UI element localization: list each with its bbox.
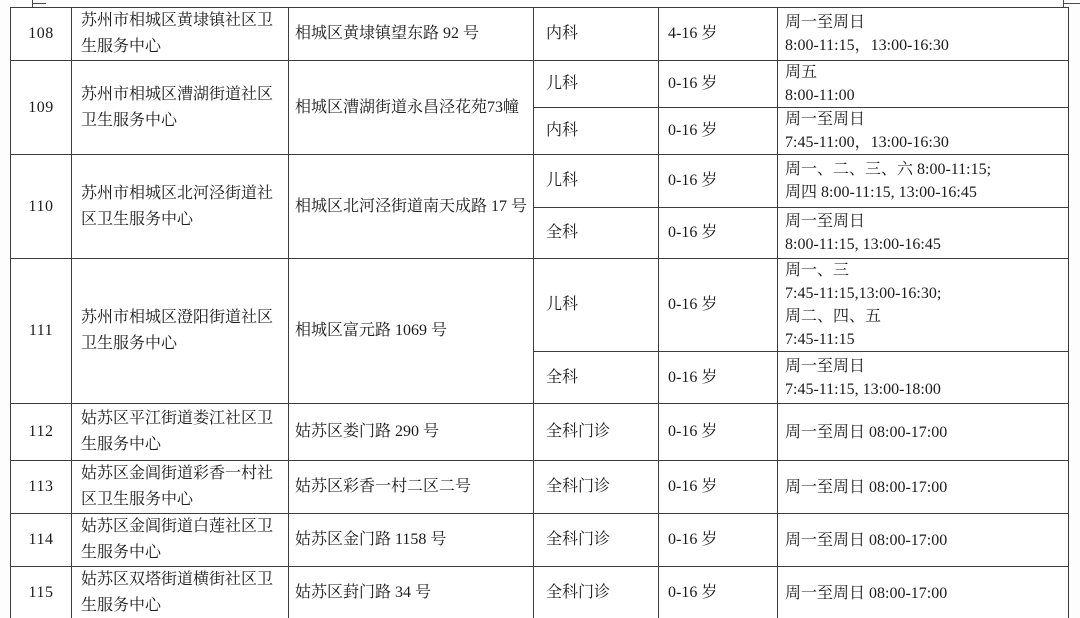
department: 全科门诊: [546, 423, 611, 440]
department: 全科门诊: [546, 531, 611, 548]
row-number-cell: [11, 461, 72, 514]
schedule-cell: [778, 108, 1069, 155]
department-cell: [534, 8, 659, 61]
department: 内科: [546, 25, 579, 42]
row-number-cell: [11, 259, 72, 404]
age-range-cell: [659, 8, 778, 61]
row-number-cell: [11, 155, 72, 259]
schedule-line: 周一至周日: [785, 357, 866, 375]
schedule-cell: [778, 514, 1069, 567]
schedule-line: 周一至周日 08:00-17:00: [785, 423, 948, 441]
address: 姑苏区彩香一村二区二号: [295, 478, 472, 495]
department-cell: [534, 461, 659, 514]
center-name-cell: [72, 259, 289, 404]
schedule-cell: [778, 208, 1069, 259]
department-cell: [534, 259, 659, 352]
table-row: [11, 155, 1069, 208]
table-row: [11, 404, 1069, 461]
center-name: 苏州市相城区黄埭镇社区卫生服务中心: [81, 12, 274, 55]
row-number-cell: [11, 61, 72, 155]
schedule-cell: [778, 352, 1069, 404]
schedule-line: 8:00-11:00: [785, 87, 855, 104]
table-row: [11, 259, 1069, 352]
age-range: 0-16 岁: [668, 75, 718, 92]
schedule-cell: [778, 61, 1069, 108]
department: 全科门诊: [546, 478, 611, 495]
age-range: 0-16 岁: [668, 478, 718, 495]
schedule-line: 7:45-11:00，13:00-16:30: [785, 134, 949, 151]
department: 全科: [546, 224, 579, 241]
table-row: [11, 61, 1069, 108]
address-cell: [289, 259, 534, 404]
age-range: 0-16 岁: [668, 584, 718, 601]
center-name-cell: [72, 404, 289, 461]
department-cell: [534, 61, 659, 108]
center-name-cell: [72, 8, 289, 61]
address: 姑苏区葑门路 34 号: [295, 584, 432, 601]
table-crop-remnant-line: [32, 3, 46, 4]
row-number: 113: [28, 478, 54, 495]
schedule-line: 周二、四、五: [785, 308, 882, 325]
row-number: 108: [28, 25, 54, 42]
center-name-cell: [72, 155, 289, 259]
row-number-cell: [11, 404, 72, 461]
address: 相城区北河泾街道南天成路 17 号: [295, 197, 528, 215]
center-name: 姑苏区平江街道娄江社区卫生服务中心: [81, 410, 274, 453]
center-name-cell: [72, 61, 289, 155]
age-range-cell: [659, 208, 778, 259]
row-number: 111: [28, 322, 54, 339]
age-range: 4-16 岁: [668, 25, 718, 42]
age-range: 0-16 岁: [668, 423, 718, 440]
age-range: 0-16 岁: [668, 224, 718, 241]
schedule-line: 周五: [785, 64, 818, 81]
age-range-cell: [659, 404, 778, 461]
center-name-cell: [72, 567, 289, 618]
address-cell: [289, 514, 534, 567]
schedule-cell: [778, 404, 1069, 461]
schedule-line: 8:00-11:15, 13:00-16:45: [785, 236, 941, 253]
age-range-cell: [659, 108, 778, 155]
schedule-line: 周一至周日: [785, 213, 866, 230]
department: 内科: [546, 122, 579, 139]
row-number: 112: [28, 423, 54, 440]
age-range-cell: [659, 155, 778, 208]
age-range-cell: [659, 514, 778, 567]
age-range: 0-16 岁: [668, 531, 718, 548]
schedule-line: 8:00-11:15，13:00-16:30: [785, 37, 949, 54]
address: 相城区黄埭镇望东路 92 号: [295, 25, 480, 42]
table-crop-remnant-line: [1063, 3, 1080, 4]
department: 儿科: [546, 172, 579, 189]
row-number-cell: [11, 567, 72, 618]
center-name-cell: [72, 514, 289, 567]
center-name: 姑苏区金阊街道彩香一村社区卫生服务中心: [81, 465, 274, 508]
address-cell: [289, 461, 534, 514]
row-number: 114: [28, 531, 54, 548]
address-cell: [289, 8, 534, 61]
schedule-line: 周一、三: [785, 262, 850, 279]
schedule-cell: [778, 567, 1069, 618]
schedule-cell: [778, 155, 1069, 208]
age-range-cell: [659, 567, 778, 618]
center-name: 苏州市相城区北河泾街道社区卫生服务中心: [81, 184, 274, 228]
table-row: [11, 514, 1069, 567]
schedule-line: 7:45-11:15, 13:00-18:00: [785, 380, 941, 398]
schedule-line: 周一至周日: [785, 14, 866, 31]
address-cell: [289, 155, 534, 259]
department-cell: [534, 352, 659, 404]
schedule-cell: [778, 259, 1069, 352]
address-cell: [289, 404, 534, 461]
department: 儿科: [546, 296, 579, 313]
age-range-cell: [659, 259, 778, 352]
department: 全科门诊: [546, 584, 611, 601]
row-number: 115: [28, 584, 54, 601]
department-cell: [534, 108, 659, 155]
row-number-cell: [11, 514, 72, 567]
age-range-cell: [659, 352, 778, 404]
address: 相城区富元路 1069 号: [295, 322, 448, 339]
health-centers-table: [10, 7, 1069, 618]
department-cell: [534, 208, 659, 259]
age-range-cell: [659, 61, 778, 108]
address: 姑苏区娄门路 290 号: [295, 423, 440, 440]
row-number-cell: [11, 8, 72, 61]
center-name-cell: [72, 461, 289, 514]
age-range: 0-16 岁: [668, 122, 718, 139]
table-row: [11, 567, 1069, 618]
row-number: 109: [28, 98, 54, 116]
address: 姑苏区金门路 1158 号: [295, 531, 447, 548]
age-range-cell: [659, 461, 778, 514]
department-cell: [534, 514, 659, 567]
schedule-line: 7:45-11:15: [785, 331, 855, 348]
department-cell: [534, 155, 659, 208]
schedule-line: 7:45-11:15,13:00-16:30;: [785, 285, 942, 302]
table-row: [11, 461, 1069, 514]
department-cell: [534, 567, 659, 618]
address-cell: [289, 567, 534, 618]
schedule-line: 周四 8:00-11:15, 13:00-16:45: [785, 184, 977, 201]
schedule-line: 周一至周日: [785, 111, 866, 128]
age-range: 0-16 岁: [668, 172, 718, 189]
center-name: 姑苏区金阊街道白莲社区卫生服务中心: [81, 518, 274, 561]
schedule-cell: [778, 8, 1069, 61]
department: 儿科: [546, 75, 579, 92]
address: 相城区漕湖街道永昌泾花苑73幢: [295, 98, 520, 116]
schedule-line: 周一、二、三、六 8:00-11:15;: [785, 161, 992, 178]
age-range: 0-16 岁: [668, 296, 718, 313]
row-number: 110: [28, 197, 54, 215]
department-cell: [534, 404, 659, 461]
center-name: 苏州市相城区澄阳街道社区卫生服务中心: [81, 309, 274, 352]
schedule-line: 周一至周日 08:00-17:00: [785, 478, 948, 496]
schedule-line: 周一至周日 08:00-17:00: [785, 531, 948, 549]
schedule-line: 周一至周日 08:00-17:00: [785, 584, 948, 602]
center-name: 姑苏区双塔街道横街社区卫生服务中心: [81, 571, 274, 614]
department: 全科: [546, 368, 579, 386]
table-row: [11, 8, 1069, 61]
center-name: 苏州市相城区漕湖街道社区卫生服务中心: [81, 85, 274, 129]
address-cell: [289, 61, 534, 155]
age-range: 0-16 岁: [668, 368, 718, 386]
schedule-cell: [778, 461, 1069, 514]
